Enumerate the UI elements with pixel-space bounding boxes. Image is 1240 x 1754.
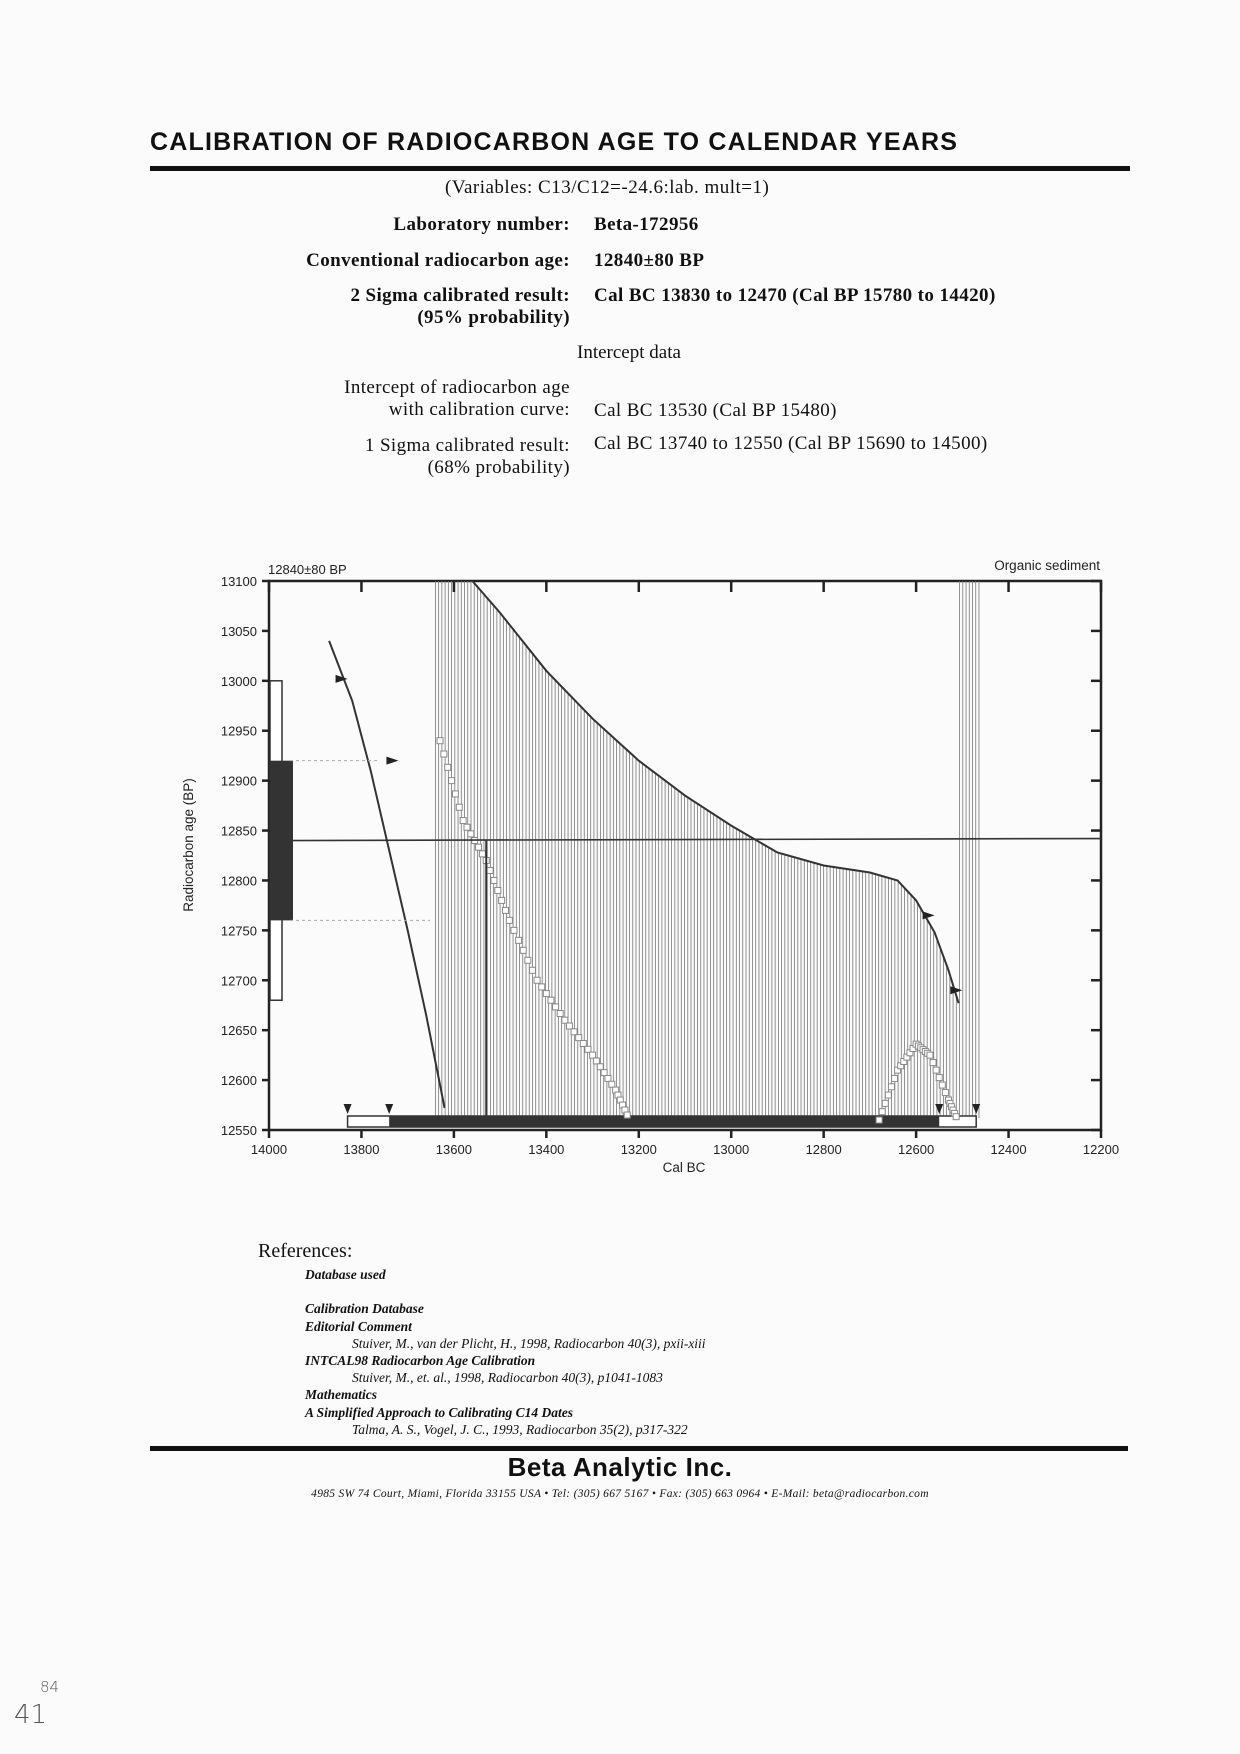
- probability-point: [888, 1084, 894, 1090]
- handwritten-note: 84: [40, 1678, 60, 1696]
- y-tick-label: 13100: [220, 574, 257, 589]
- probability-point: [543, 991, 549, 997]
- probability-point: [597, 1064, 603, 1070]
- one-sigma-calendar-bar: [389, 1116, 939, 1127]
- y-tick-label: 12750: [220, 923, 257, 939]
- probability-point: [882, 1100, 888, 1106]
- probability-point: [539, 984, 545, 990]
- probability-point: [553, 1004, 559, 1010]
- probability-point: [437, 738, 443, 744]
- conventional-age-label: Conventional radiocarbon age:: [306, 250, 570, 271]
- x-tick-label: 12400: [990, 1142, 1027, 1157]
- lab-number-value: Beta-172956: [594, 214, 699, 235]
- y-tick-label: 12900: [220, 773, 257, 789]
- y-tick-label: 12650: [220, 1023, 257, 1039]
- one-sigma-age-bar: [270, 761, 293, 921]
- probability-point: [942, 1090, 948, 1096]
- probability-point: [548, 997, 554, 1003]
- probability-point: [593, 1058, 599, 1064]
- intercept-label-2: with calibration curve:: [388, 399, 570, 420]
- company-name: Beta Analytic Inc.: [507, 1452, 733, 1482]
- probability-point: [585, 1046, 591, 1052]
- probability-point: [534, 977, 540, 983]
- company-address: 4985 SW 74 Court, Miami, Florida 33155 USA • Tel: (305) 667 5167 • Fax: (305) 663 0964 • E-Mail: beta@radiocarbon.com: [311, 1488, 929, 1500]
- ref-editorial-comment: Editorial Comment: [305, 1318, 412, 1334]
- conventional-age-value: 12840±80 BP: [594, 250, 705, 271]
- x-tick-label: 14000: [250, 1142, 288, 1157]
- lab-number-label: Laboratory number:: [393, 214, 570, 235]
- probability-point: [879, 1109, 885, 1115]
- ref-intcal-heading: INTCAL98 Radiocarbon Age Calibration: [305, 1353, 536, 1369]
- probability-point: [441, 751, 447, 757]
- probability-point: [445, 764, 451, 770]
- probability-point: [468, 831, 474, 837]
- range-marker: [344, 1104, 352, 1114]
- probability-point: [476, 844, 482, 850]
- probability-point: [576, 1035, 582, 1041]
- probability-point: [516, 937, 522, 943]
- x-tick-label: 13600: [435, 1142, 472, 1157]
- probability-point: [529, 967, 535, 973]
- probability-point: [953, 1114, 959, 1120]
- range-marker: [935, 1104, 943, 1114]
- x-tick-label: 13400: [528, 1142, 565, 1157]
- probability-point: [936, 1075, 942, 1081]
- probability-point: [892, 1075, 898, 1081]
- probability-point: [590, 1052, 596, 1058]
- ref-citation-2: Stuiver, M., et. al., 1998, Radiocarbon 40(3), p1041-1083: [352, 1370, 663, 1386]
- probability-point: [495, 887, 501, 893]
- y-tick-label: 12800: [220, 873, 257, 889]
- probability-point: [520, 947, 526, 953]
- bottom-rule: [150, 1446, 1128, 1451]
- y-axis-label: Radiocarbon age (BP): [181, 778, 196, 912]
- probability-point: [456, 804, 462, 810]
- probability-point: [511, 927, 517, 933]
- y-tick-label: 12950: [220, 723, 257, 739]
- y-tick-label: 12850: [220, 823, 257, 839]
- ref-calibration-database: Calibration Database: [305, 1301, 424, 1317]
- chart-annotation: Organic sediment: [994, 558, 1100, 573]
- chart-axes: [221, 574, 1119, 1157]
- chart-title: 12840±80 BP: [268, 562, 347, 577]
- handwritten-page-number: 41: [14, 1700, 48, 1730]
- probability-point: [452, 791, 458, 797]
- probability-hatching: [435, 581, 979, 1118]
- ref-citation-1: Stuiver, M., van der Plicht, H., 1998, Radiocarbon 40(3), pxii-xiii: [352, 1335, 706, 1351]
- curve-arrow: [386, 757, 398, 765]
- intercept-value: Cal BC 13530 (Cal BP 15480): [594, 400, 837, 421]
- probability-point: [506, 917, 512, 923]
- probability-point: [605, 1075, 611, 1081]
- x-tick-label: 13800: [343, 1142, 380, 1157]
- references-list: [305, 1266, 706, 1438]
- probability-point: [499, 897, 505, 903]
- references-heading: References:: [258, 1240, 353, 1262]
- probability-point: [939, 1082, 945, 1088]
- x-tick-label: 12600: [898, 1142, 935, 1157]
- ref-approach-heading: A Simplified Approach to Calibrating C14 Dates: [305, 1404, 574, 1420]
- probability-point: [624, 1112, 630, 1118]
- y-tick-label: 12700: [220, 973, 257, 989]
- ref-database-used: Database used: [305, 1267, 386, 1282]
- probability-point: [571, 1029, 577, 1035]
- probability-point: [487, 867, 493, 873]
- calibration-curve-lower: [329, 641, 445, 1108]
- probability-point: [460, 818, 466, 824]
- x-tick-label: 13200: [620, 1142, 657, 1157]
- report-title: CALIBRATION OF RADIOCARBON AGE TO CALENDAR YEARS: [150, 128, 959, 156]
- two-sigma-label: 2 Sigma calibrated result:: [350, 285, 570, 306]
- probability-point: [562, 1017, 568, 1023]
- probability-point: [885, 1092, 891, 1098]
- x-tick-label: 13000: [713, 1142, 750, 1157]
- intercept-heading: Intercept data: [577, 342, 681, 363]
- one-sigma-probability: (68% probability): [427, 457, 570, 478]
- probability-point: [566, 1023, 572, 1029]
- probability-point: [927, 1052, 933, 1058]
- x-tick-label: 12800: [805, 1142, 842, 1157]
- probability-point: [525, 957, 531, 963]
- probability-point: [491, 877, 497, 883]
- y-tick-label: 13050: [220, 623, 257, 639]
- one-sigma-value: Cal BC 13740 to 12550 (Cal BP 15690 to 14500): [594, 433, 988, 454]
- intercept-label-1: Intercept of radiocarbon age: [344, 377, 570, 398]
- curve-arrow: [923, 911, 935, 919]
- variables-line: (Variables: C13/C12=-24.6:lab. mult=1): [445, 177, 770, 198]
- probability-point: [601, 1070, 607, 1076]
- ref-mathematics: Mathematics: [305, 1387, 378, 1403]
- y-tick-label: 12600: [220, 1073, 257, 1089]
- y-tick-label: 13000: [220, 673, 257, 689]
- probability-point: [876, 1117, 882, 1123]
- x-axis-label: Cal BC: [662, 1160, 706, 1175]
- one-sigma-label: 1 Sigma calibrated result:: [364, 435, 570, 456]
- probability-point: [464, 824, 470, 830]
- probability-point: [609, 1081, 615, 1087]
- probability-point: [580, 1040, 586, 1046]
- two-sigma-value: Cal BC 13830 to 12470 (Cal BP 15780 to 14420): [594, 285, 996, 306]
- y-tick-label: 12550: [220, 1123, 257, 1138]
- probability-point: [449, 778, 455, 784]
- probability-point: [479, 851, 485, 857]
- x-tick-label: 12200: [1082, 1142, 1120, 1157]
- probability-point: [557, 1011, 563, 1017]
- two-sigma-probability: (95% probability): [417, 307, 570, 328]
- range-marker: [385, 1104, 393, 1114]
- plot-frame: [269, 581, 1101, 1130]
- probability-point: [933, 1067, 939, 1073]
- probability-point: [503, 907, 509, 913]
- probability-point: [930, 1060, 936, 1066]
- ref-citation-3: Talma, A. S., Vogel, J. C., 1993, Radiocarbon 35(2), p317-322: [352, 1421, 688, 1437]
